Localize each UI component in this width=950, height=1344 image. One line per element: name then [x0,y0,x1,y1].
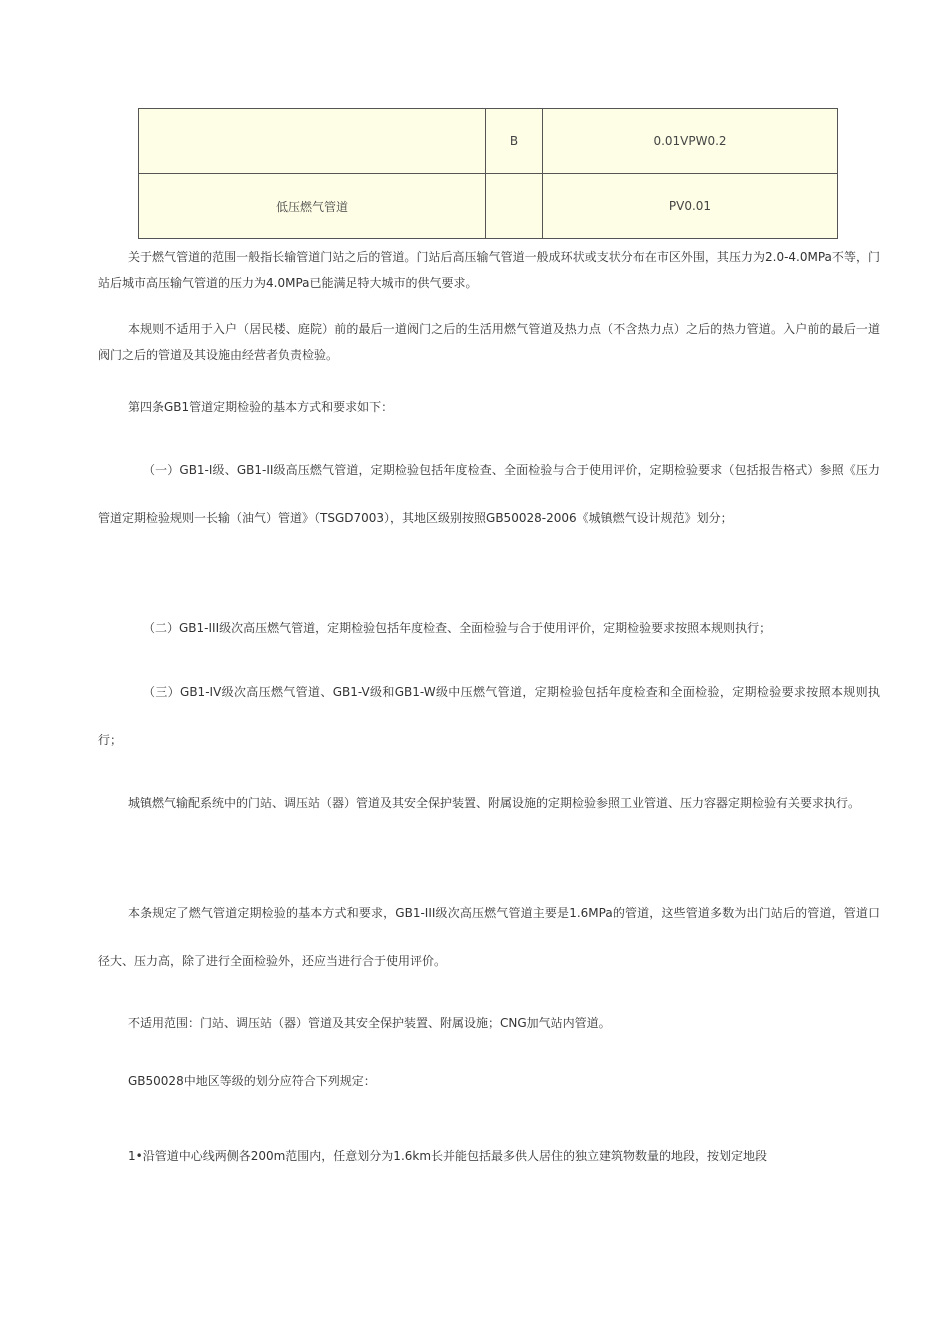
paragraph: 不适用范围：门站、调压站（器）管道及其安全保护装置、附属设施；CNG加气站内管道。 [128,1016,611,1030]
paragraph: 本条规定了燃气管道定期检验的基本方式和要求，GB1-III级次高压燃气管道主要是1.6MPa的管道，这些管道多数为出门站后的管道，管道口径大、压力高，除了进行全面检验外，还应当进行合于使用评价。 [98,906,880,968]
table-cell: 低压燃气管道 [139,174,486,239]
table-cell: 0.01VPW0.2 [543,109,838,174]
table-cell [139,109,486,174]
table-row [139,174,838,239]
paragraph: 1•沿管道中心线两侧各200m范围内，任意划分为1.6km长并能包括最多供人居住的独立建筑物数量的地段，按划定地段 [128,1149,768,1163]
paragraph: （一）GB1-I级、GB1-II级高压燃气管道，定期检验包括年度检查、全面检验与合于使用评价，定期检验要求（包括报告格式）参照《压力管道定期检验规则一长输（油气）管道》（TSGD7003），其地区级别按照GB50028-2006《城镇燃气设计规范》划分； [98,463,880,525]
table-cell: PV0.01 [543,174,838,239]
paragraph: 城镇燃气输配系统中的门站、调压站（器）管道及其安全保护装置、附属设施的定期检验参照工业管道、压力容器定期检验有关要求执行。 [128,796,861,810]
paragraph: 关于燃气管道的范围一般指长输管道门站之后的管道。门站后高压输气管道一般成环状或支状分布在市区外围，其压力为2.0-4.0MPa不等，门站后城市高压输气管道的压力为4.0MPa已能满足特大城市的供气要求。 [98,250,880,290]
table-cell [486,174,543,239]
paragraph: （二）GB1-III级次高压燃气管道，定期检验包括年度检查、全面检验与合于使用评价，定期检验要求按照本规则执行； [143,621,772,635]
table-cell: B [486,109,543,174]
table-row [139,109,838,174]
section-heading: 第四条GB1管道定期检验的基本方式和要求如下： [128,400,394,414]
pressure-class-table [138,108,838,239]
paragraph: （三）GB1-IV级次高压燃气管道、GB1-V级和GB1-W级中压燃气管道，定期检验包括年度检查和全面检验，定期检验要求按照本规则执行； [98,685,880,747]
paragraph: GB50028中地区等级的划分应符合下列规定： [128,1074,376,1088]
paragraph: 本规则不适用于入户（居民楼、庭院）前的最后一道阀门之后的生活用燃气管道及热力点（不含热力点）之后的热力管道。入户前的最后一道阀门之后的管道及其设施由经营者负责检验。 [98,322,880,362]
